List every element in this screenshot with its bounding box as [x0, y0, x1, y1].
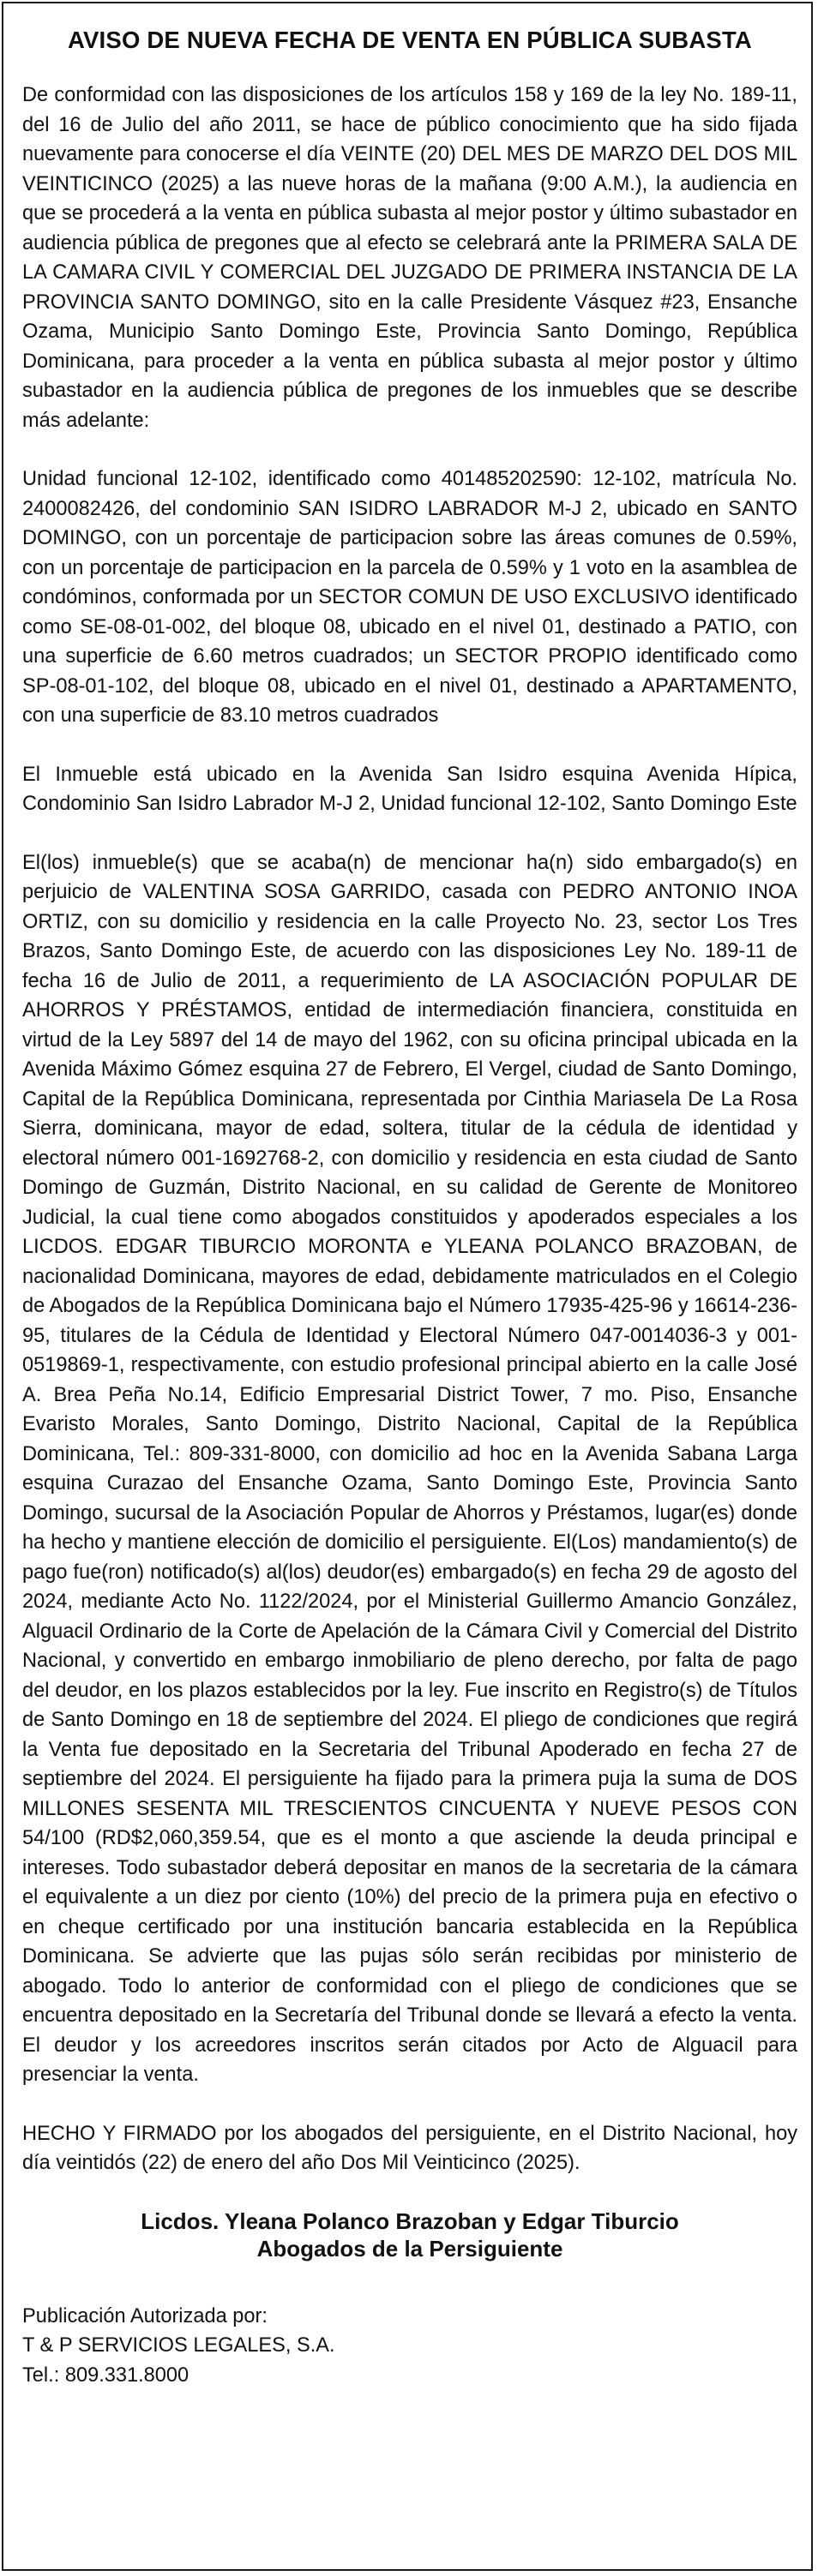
signature-role: Abogados de la Persiguiente [256, 2235, 563, 2261]
publication-label: Publicación Autorizada por: [22, 2304, 268, 2327]
notice-content [22, 26, 797, 2390]
notice-paragraph-hearing: De conformidad con las disposiciones de los artículos 158 y 169 de la ley No. 189-11, del 16 de Julio del año 2011, se hace de público conocimiento que ha sido fijada nuevamente para conocerse el día VEINTE (20) DEL MES DE MARZO DEL DOS MIL VEINTICINCO (2025) a las nueve horas de la mañana (9:00 A.M.), la audiencia en que se procederá a la venta en pública subasta al mejor postor y último subastador en audiencia pública de pregones que al efecto se celebrará ante la PRIMERA SALA DE LA CAMARA CIVIL Y COMERCIAL DEL JUZGADO DE PRIMERA INSTANCIA DE LA PROVINCIA SANTO DOMINGO, sito en la calle Presidente Vásquez #23, Ensanche Ozama, Municipio Santo Domingo Este, Provincia Santo Domingo, República Dominicana, para proceder a la venta en pública subasta al mejor postor y último subastador en la audiencia pública de pregones de los inmuebles que se describe más adelante: [22, 84, 797, 432]
publication-phone: Tel.: 809.331.8000 [22, 2363, 189, 2387]
signature-names: Licdos. Yleana Polanco Brazoban y Edgar Tiburcio [141, 2208, 679, 2234]
publication-company: T & P SERVICIOS LEGALES, S.A. [22, 2334, 335, 2357]
notice-paragraph-seizure: El(los) inmueble(s) que se acaba(n) de mencionar ha(n) sido embargado(s) en perjuicio de VALENTINA SOSA GARRIDO, casada con PEDRO ANTONIO INOA ORTIZ, con su domicilio y residencia en la calle Proyecto No. 23, sector Los Tres Brazos, Santo Domingo Este, de acuerdo con las disposiciones Ley No. 189-11 de fecha 16 de Julio de 2011, a requerimiento de LA ASOCIACIÓN POPULAR DE AHORROS Y PRÉSTAMOS, entidad de intermediación financiera, constituida en virtud de la Ley 5897 del 14 de mayo del 1962, con su oficina principal ubicada en la Avenida Máximo Gómez esquina 27 de Febrero, El Vergel, ciudad de Santo Domingo, Capital de la República Dominicana, representada por Cinthia Mariasela De La Rosa Sierra, dominicana, mayor de edad, soltera, titular de la cédula de identidad y electoral número 001-1692768-2, con domicilio y residencia en esta ciudad de Santo Domingo de Guzmán, Distrito Nacional, en su calidad de Gerente de Monitoreo Judicial, la cual tiene como abogados constituidos y apoderados especiales a los LICDOS. EDGAR TIBURCIO MORONTA e YLEANA POLANCO BRAZOBAN, de nacionalidad Dominicana, mayores de edad, debidamente matriculados en el Colegio de Abogados de la República Dominicana bajo el Número 17935-425-96 y 16614-236-95, titulares de la Cédula de Identidad y Electoral Número 047-0014036-3 y 001-0519869-1, respectivamente, con estudio profesional principal abierto en la calle José A. Brea Peña No.14, Edificio Empresarial District Tower, 7 mo. Piso, Ensanche Evaristo Morales, Santo Domingo, Distrito Nacional, Capital de la República Dominicana, Tel.: 809-331-8000, con domicilio ad hoc en la Avenida Sabana Larga esquina Curazao del Ensanche Ozama, Santo Domingo Este, Provincia Santo Domingo, sucursal de la Asociación Popular de Ahorros y Préstamos, lugar(es) donde ha hecho y mantiene elección de domicilio el persiguiente. El(Los) mandamiento(s) de pago fue(ron) notificado(s) al(los) deudor(es) embargado(s) en fecha 29 de agosto del 2024, mediante Acto No. 1122/2024, por el Ministerial Guillermo Amancio González, Alguacil Ordinario de la Corte de Apelación de la Cámara Civil y Comercial del Distrito Nacional, y convertido en embargo inmobiliario de pleno derecho, por falta de pago del deudor, en los plazos establecidos por la ley. Fue inscrito en Registro(s) de Títulos de Santo Domingo en 18 de septiembre del 2024. El pliego de condiciones que regirá la Venta fue depositado en la Secretaria del Tribunal Apoderado en fecha 27 de septiembre del 2024. El persiguiente ha fijado para la primera puja la suma de DOS MILLONES SESENTA MIL TRESCIENTOS CINCUENTA Y NUEVE PESOS CON 54/100 (RD$2,060,359.54, que es el monto a que asciende la deuda principal e intereses. Todo subastador deberá depositar en manos de la secretaria de la cámara el equivalente a un diez por ciento (10%) del precio de la primera puja en efectivo o en cheque certificado por una institución bancaria establecida en la República Dominicana. Se advierte que las pujas sólo serán recibidas por ministerio de abogado. Todo lo anterior de conformidad con el pliego de condiciones que se encuentra depositado en la Secretaría del Tribunal donde se llevará a efecto la venta. El deudor y los acreedores inscritos serán citados por Acto de Alguacil para presenciar la venta. [22, 851, 797, 2086]
publication-block [22, 2302, 797, 2391]
notice-paragraph-unit: Unidad funcional 12-102, identificado como 401485202590: 12-102, matrícula No. 2400082426, del condominio SAN ISIDRO LABRADOR M-J 2, ubicado en SANTO DOMINGO, con un porcentaje de participacion sobre las áreas comunes de 0.59%, con un porcentaje de participacion en la parcela de 0.59% y 1 voto en la asamblea de condóminos, conformada por un SECTOR COMUN DE USO EXCLUSIVO identificado como SE-08-01-002, del bloque 08, ubicado en el nivel 01, destinado a PATIO, con una superficie de 6.60 metros cuadrados; un SECTOR PROPIO identificado como SP-08-01-102, del bloque 08, ubicado en el nivel 01, destinado a APARTAMENTO, con una superficie de 83.10 metros cuadrados [22, 468, 797, 727]
notice-paragraph-location: El Inmueble está ubicado en la Avenida San Isidro esquina Avenida Hípica, Condominio San Isidro Labrador M-J 2, Unidad funcional 12-102, Santo Domingo Este [22, 763, 797, 815]
notice-paragraph-signed: HECHO Y FIRMADO por los abogados del persiguiente, en el Distrito Nacional, hoy día veintidós (22) de enero del año Dos Mil Veinticinco (2025). [22, 2122, 797, 2174]
signature-block [22, 2208, 797, 2262]
notice-frame [2, 2, 813, 2571]
notice-title: AVISO DE NUEVA FECHA DE VENTA EN PÚBLICA SUBASTA [68, 27, 752, 53]
